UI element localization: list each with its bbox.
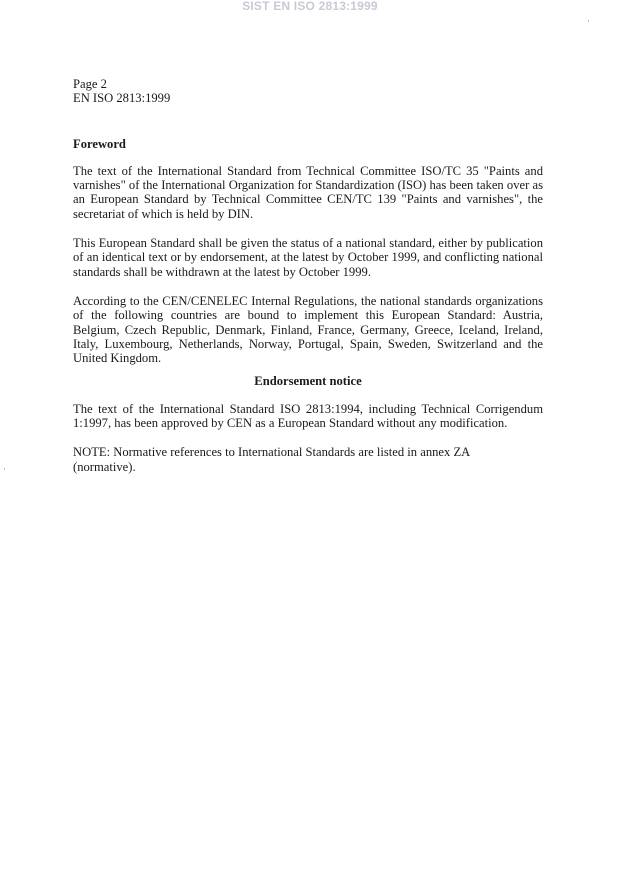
foreword-paragraph-3: According to the CEN/CENELEC Internal Regulations, the national standards organizations of the following countries are bound to implement this European Standard: Austria, Belgium, Czech Republic, Denmark, Finland, France, Germany, Greece, Iceland, Ireland, Italy, Luxembourg, Netherlands, Norway, Portugal, Spain, Sweden, Switzerland and the United Kingdom.	[73, 293, 543, 366]
document-page	[73, 77, 543, 474]
foreword-paragraph-1: The text of the International Standard from Technical Committee ISO/TC 35 "Paints and varnishes" of the International Organization for Standardization (ISO) has been taken over as an European Standard by Technical Committee CEN/TC 139 "Paints and varnishes", the secretariat of which is held by DIN.	[73, 163, 543, 221]
foreword-paragraph-2: This European Standard shall be given the status of a national standard, either by publication of an identical text or by endorsement, at the latest by October 1999, and conflicting national standards shall be withdrawn at the latest by October 1999.	[73, 236, 543, 279]
endorsement-paragraph: The text of the International Standard ISO 2813:1994, including Technical Corrigendum 1:1997, has been approved by CEN as a European Standard without any modification.	[73, 401, 543, 431]
scan-artifact	[588, 20, 589, 22]
watermark: SIST EN ISO 2813:1999	[242, 0, 378, 13]
foreword-heading: Foreword	[73, 136, 126, 151]
normative-note-line-2: (normative).	[73, 459, 136, 474]
endorsement-heading: Endorsement notice	[254, 374, 362, 389]
standard-identifier: EN ISO 2813:1999	[73, 91, 171, 106]
scan-artifact	[4, 468, 5, 470]
normative-note-line-1: NOTE: Normative references to International Standards are listed in annex ZA	[73, 445, 471, 460]
normative-note	[73, 445, 543, 474]
page-number: Page 2	[73, 77, 107, 91]
